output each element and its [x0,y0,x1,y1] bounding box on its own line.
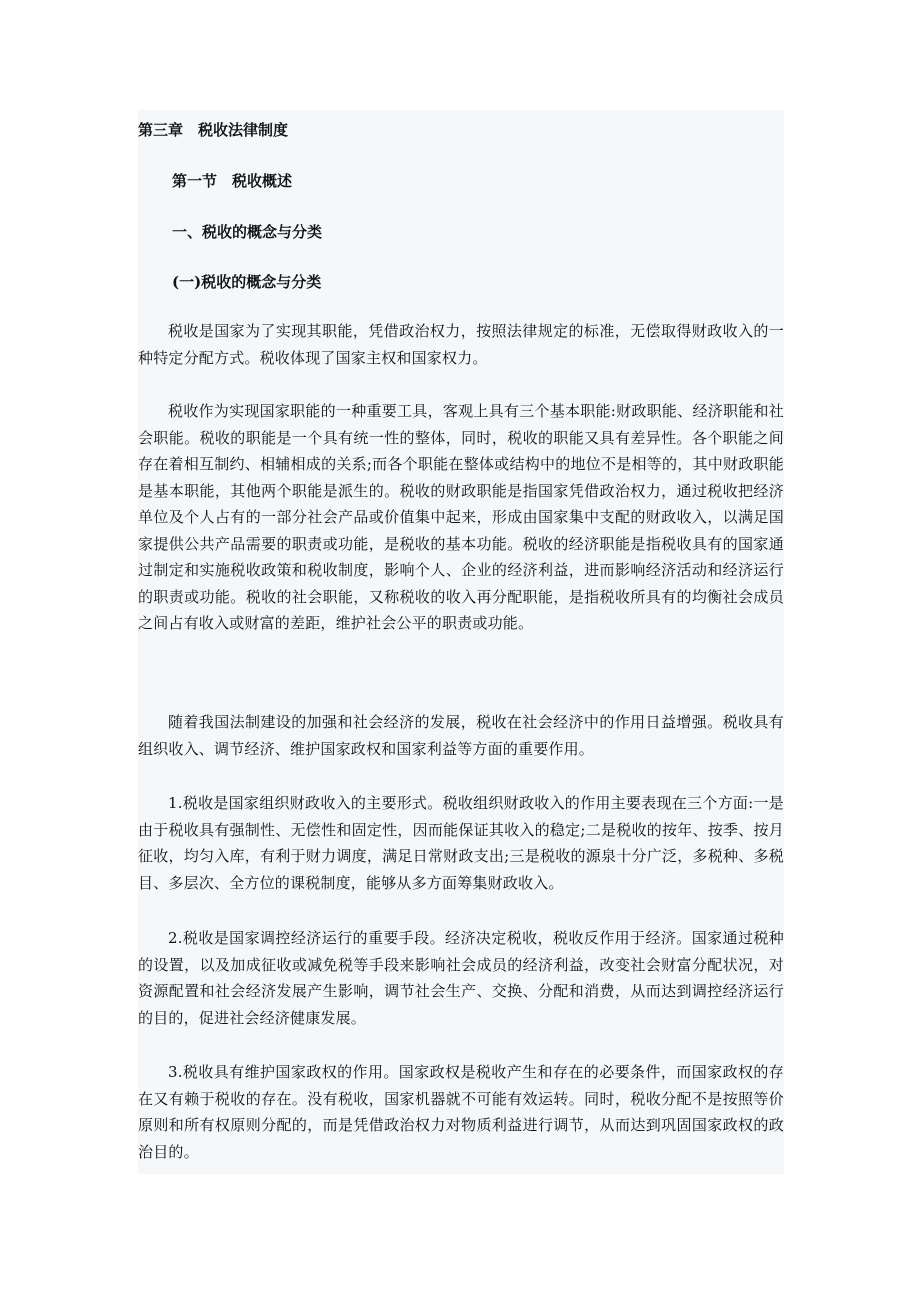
paragraph-2: 税收作为实现国家职能的一种重要工具，客观上具有三个基本职能:财政职能、经济职能和社会职能。税收的职能是一个具有统一性的整体，同时，税收的职能又具有差异性。各个职能之间存在着相互制约、相辅相成的关系;而各个职能在整体或结构中的地位不是相等的，其中财政职能是基本职能，其他两个职能是派生的。税收的财政职能是指国家凭借政治权力，通过税收把经济单位及个人占有的一部分社会产品或价值集中起来，形成由国家集中支配的财政收入，以满足国家提供公共产品需要的职责或功能，是税收的基本功能。税收的经济职能是指税收具有的国家通过制定和实施税收政策和税收制度，影响个人、企业的经济利益，进而影响经济活动和经济运行的职责或功能。税收的社会职能，又称税收的收入再分配职能，是指税收所具有的均衡社会成员之间占有收入或财富的差距，维护社会公平的职责或功能。 [138,402,784,632]
subsection-title: 一、税收的概念与分类 [172,223,323,241]
paragraph-6: 3.税收具有维护国家政权的作用。国家政权是税收产生和存在的必要条件，而国家政权的存在又有赖于税收的存在。没有税收，国家机器就不可能有效运转。同时，税收分配不是按照等价原则和所有权原则分配的，而是凭借政治权力对物质利益进行调节，从而达到巩固国家政权的政治目的。 [138,1063,784,1161]
paragraph-4: 1.税收是国家组织财政收入的主要形式。税收组织财政收入的作用主要表现在三个方面:一是由于税收具有强制性、无偿性和固定性，因而能保证其收入的稳定;二是税收的按年、按季、按月征收，均匀入库，有利于财力调度，满足日常财政支出;三是税收的源泉十分广泛，多税种、多税目、多层次、全方位的课税制度，能够从多方面筹集财政收入。 [138,794,784,892]
sub-subsection-title: (一)税收的概念与分类 [172,273,322,291]
paragraph-5: 2.税收是国家调控经济运行的重要手段。经济决定税收，税收反作用于经济。国家通过税种的设置，以及加成征收或减免税等手段来影响社会成员的经济利益，改变社会财富分配状况，对资源配置和社会经济发展产生影响，调节社会生产、交换、分配和消费，从而达到调控经济运行的目的，促进社会经济健康发展。 [138,929,784,1027]
section-title: 第一节 税收概述 [172,172,293,190]
chapter-title: 第三章 税收法律制度 [138,121,289,139]
paragraph-1: 税收是国家为了实现其职能，凭借政治权力，按照法律规定的标准，无偿取得财政收入的一种特定分配方式。税收体现了国家主权和国家权力。 [138,322,784,367]
paragraph-3: 随着我国法制建设的加强和社会经济的发展，税收在社会经济中的作用日益增强。税收具有组织收入、调节经济、维护国家政权和国家利益等方面的重要作用。 [138,713,784,758]
